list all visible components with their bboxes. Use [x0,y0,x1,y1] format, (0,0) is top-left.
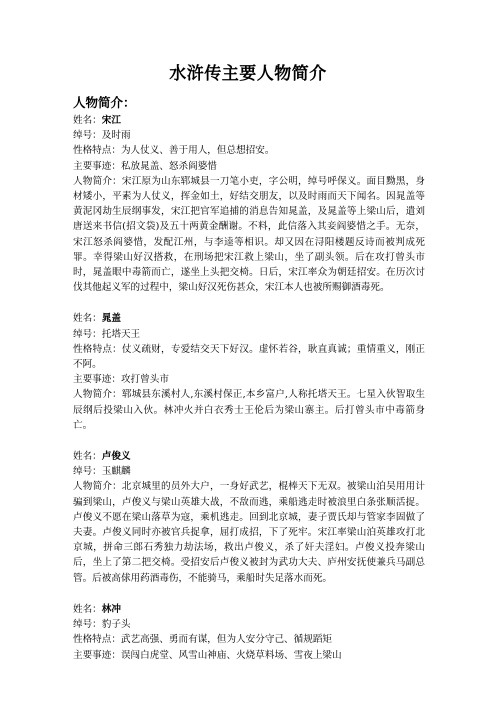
events-label: 主要事迹： [73,649,121,661]
character-name: 晁盖 [101,313,121,325]
bio-paragraph [73,387,425,433]
section-heading: 人物简介： [73,95,136,110]
character-traits: 武艺高强、勇而有谋，但为人安分守己、循规蹈矩 [120,634,333,646]
events-line [73,372,425,387]
nickname-line [73,327,425,342]
events-line [73,159,425,174]
character-events: 误闯白虎堂、风雪山神庙、火烧草料场、雪夜上梁山 [120,649,342,661]
name-label: 姓名： [73,313,102,325]
traits-label: 性格特点： [73,343,122,355]
events-label: 主要事迹： [73,374,121,386]
name-label: 姓名： [73,115,102,126]
character-events: 私放晁盖、怒杀阎婆惜 [120,160,217,172]
nickname-label: 绰号： [73,466,102,478]
character-entry-lin-chong [73,602,425,663]
traits-label: 性格特点： [73,634,121,646]
character-traits: 仗义疏财，专爱结交天下好汉。虚怀若谷，耿直真诚；重情重义，刚正不阿。 [73,343,426,371]
traits-line [73,632,425,647]
bio-label: 人物简介： [73,481,122,493]
character-events: 攻打曾头市 [120,374,169,386]
character-name: 林冲 [101,603,121,615]
character-entry-chao-gai [73,311,425,433]
traits-label: 性格特点： [73,145,121,157]
traits-line [73,143,425,158]
character-nickname: 玉麒麟 [101,466,131,478]
character-entry-song-jiang [73,113,425,295]
character-nickname: 托塔天王 [101,328,141,340]
character-bio: 北京城里的员外大户，一身好武艺，棍棒天下无双。被梁山泊吴用用计骗到梁山，卢俊义与梁山英雄大战，不敌而逃，乘船逃走时被浪里白条张顺活捉。卢俊义不愿在梁山落草为寇，乘机逃走。回到北京城，妻子贾氏却与管家李固做了夫妻。卢俊义同时亦被官兵捉拿，屈打成招，下了死牢。宋江率梁山泊英雄攻打北京城，拼命三郎石秀独力劫法场，救出卢俊义，杀了奸夫淫妇。卢俊义投奔梁山后，坐上了第二把交椅。受招安后卢俊义被封为武功大夫、庐州安抚使兼兵马副总管。后被高俅用药酒毒伤，不能骑马，乘船时失足落水而死。 [73,481,426,584]
character-bio: 宋江原为山东郓城县一刀笔小吏，字公明，绰号呼保义。面目黝黑，身材矮小，平素为人仗义，挥金如土，好结交朋友，以及时雨而天下闻名。因晁盖等黄泥冈劫生辰纲事发，宋江把官军追捕的消息告知晁盖，及晁盖等上梁山后，遣刘唐送来书信(招文袋)及五十两黄金酬谢。不料，此信落入其妾阎婆惜之手。无奈，宋江怒杀阎婆惜，发配江州，与李逵等相识。却又因在浔阳楼题反诗而被判成死罪。幸得梁山好汉搭救，在刑场把宋江救上梁山，坐了副头领。后在攻打曾头市时，晁盖眼中毒箭而亡，遂坐上头把交椅。日后，宋江率众为朝廷招安。在历次讨伐其他起义军的过程中，梁山好汉死伤甚众，宋江本人也被所赐御酒毒死。 [73,175,426,294]
nickname-line [73,128,425,143]
character-entry-lu-junyi [73,449,425,586]
nickname-label: 绰号： [73,328,102,340]
character-bio: 郓城县东溪村人,东溪村保正,本乡富户,人称托塔天王。七星入伙智取生辰纲后投梁山入伙。林冲火并白衣秀士王伦后为梁山寨主。后打曾头市中毒箭身亡。 [73,389,426,431]
name-label: 姓名： [73,603,102,615]
bio-label: 人物简介： [73,175,122,187]
traits-paragraph [73,342,425,372]
document-title: 水浒传主要人物简介 [169,64,327,84]
character-name: 宋江 [101,115,121,126]
character-nickname: 豹子头 [101,619,131,631]
bio-paragraph [73,174,425,296]
character-name: 卢俊义 [101,451,131,463]
character-list [73,113,425,663]
name-line [73,449,425,464]
name-label: 姓名： [73,451,102,463]
nickname-line [73,464,425,479]
nickname-label: 绰号： [73,130,102,142]
name-line [73,113,425,128]
bio-paragraph [73,479,425,585]
nickname-line [73,617,425,632]
character-traits: 为人仗义、善于用人，但总想招安。 [120,145,275,157]
name-line [73,311,425,326]
name-line [73,602,425,617]
bio-label: 人物简介： [73,389,122,401]
nickname-label: 绰号： [73,619,102,631]
character-nickname: 及时雨 [101,130,131,142]
events-line [73,648,425,663]
events-label: 主要事迹： [73,160,121,172]
